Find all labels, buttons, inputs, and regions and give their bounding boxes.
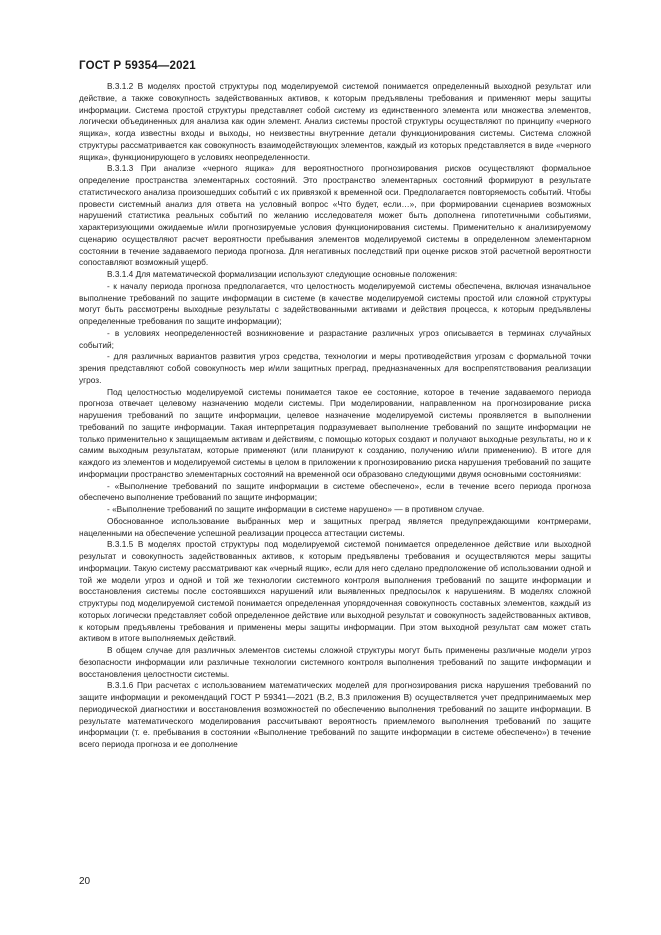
list-item: - «Выполнение требований по защите информации в системе обеспечено», если в течение всего периода прогноза обеспечено выполнение требований по защите информации; xyxy=(79,480,591,503)
paragraph-countermeasures: Обоснованное использование выбранных мер и защитных преград является предупреждающими контрмерами, нацеленными на обеспечение успешной реализации процесса аттестации системы. xyxy=(79,515,591,538)
list-item: - к началу периода прогноза предполагается, что целостность моделируемой системы обеспечена, включая изначальное выполнение требований по защите информации в системе (в качестве моделируемой системы простой или сложной структуры могут быть рассмотрены выходные результаты с задействованными активами и действия процесса, к которым предъявлены определенные требования по защите информации); xyxy=(79,280,591,326)
paragraph-b3-1-4: В.3.1.4 Для математической формализации используют следующие основные положения: xyxy=(107,269,458,279)
paragraph-integrity: Под целостностью моделируемой системы понимается такое ее состояние, которое в течение задаваемого периода прогноза отвечает целевому назначению модели системы. При моделировании, направленном на прогнозирование риска нарушения требований по защите информации, целевое назначение моделируемой системы проявляется в выполнении требований по защите информации. Такая интерпретация подразумевает выполнение требований по защите информации не только применительно к защищаемым активам и действиям, с помощью которых создают и получают выходные результаты, но и к самим выходным результатам, которые применяют (или планируют к созданию, получению и/или применению). В итоге для каждого из элементов и моделируемой системы в целом в приложении к прогнозированию риска нарушения требований по защите информации пространство элементарных состояний на временной оси образовано следующими двумя основными состояниями: xyxy=(79,386,591,479)
paragraph-b3-1-3: В.3.1.3 При анализе «черного ящика» для вероятностного прогнозирования рисков осуществляют формальное определение пространства элементарных состояний. Это пространство элементарных состояний формируют в результате статистического анализа произошедших событий с их привязкой к временной оси. Предполагается повторяемость событий. Чтобы провести системный анализ для ответа на условный вопрос «Что будет, если…», при формировании сценариев возможных нарушений статистика реальных событий по желанию исследователя может быть дополнена гипотетичными событиями, характеризующими ожидаемые и/или прогнозируемые условия функционирования системы. Применительно к анализируемому сценарию осуществляют расчет вероятности пребывания элементов моделируемой системы в определенном элементарном состоянии в течение задаваемого периода прогноза. Для негативных последствий при оценке рисков этой расчетной вероятности сопоставляют возможный ущерб. xyxy=(79,163,591,268)
document-header: ГОСТ Р 59354—2021 xyxy=(79,60,196,72)
paragraph-b3-1-6: В.3.1.6 При расчетах с использованием математических моделей для прогнозирования риска нарушения требований по защите информации и рекомендаций ГОСТ Р 59341—2021 (В.2, В.3 приложения В) осуществляется учет предпринимаемых мер периодической диагностики и восстановления возможностей по обеспечению выполнения требований по защите информации. В результате математического моделирования рассчитывают вероятность приемлемого выполнения требований по защите информации (т. е. пребывания в состоянии «Выполнение требований по защите информации в системе обеспечено») в течение всего периода прогноза и ее дополнение xyxy=(79,680,591,749)
paragraph-b3-1-2: В.3.1.2 В моделях простой структуры под моделируемой системой понимается определенный выходной результат или действие, а также совокупность задействованных активов, к которым предъявлены требования и применяют меры защиты информации. Система простой структуры представляет собой систему из единственного элемента или множества элементов, логически объединенных для анализа как один элемент. Анализ системы простой структуры осуществляют по принципу «черного ящика», когда известны входы и выходы, но неизвестны внутренние детали функционирования системы. Система сложной структуры рассматривается как совокупность взаимодействующих элементов, каждый из которых представляется в виде «черного ящика», функционирующего в условиях неопределенности. xyxy=(79,81,591,162)
page-number: 20 xyxy=(79,876,91,887)
list-item: - для различных вариантов развития угроз средства, технологии и меры противодействия угрозам с формальной точки зрения представляют собой совокупность мер и/или защитных преград, предназначенных для воспрепятствования реализации угроз. xyxy=(79,351,591,385)
document-body xyxy=(79,81,591,751)
list-item: - «Выполнение требований по защите информации в системе нарушено» — в противном случае. xyxy=(107,504,485,514)
list-item: - в условиях неопределенностей возникновение и разрастание различных угроз описывается в терминах случайных событий; xyxy=(79,327,591,350)
paragraph-general-case: В общем случае для различных элементов системы сложной структуры могут быть применены различные модели угроз безопасности информации или различные технологии системного контроля выполнения требований по защите информации и восстановления целостности системы. xyxy=(79,645,591,679)
paragraph-b3-1-5: В.3.1.5 В моделях простой структуры под моделируемой системой понимается определенное действие или выходной результат и совокупность задействованных активов, к которым предъявлены требования и осуществляются меры защиты информации. Такую систему рассматривают как «черный ящик», если для него сделано предположение об использовании одной и той же модели угроз и одной и той же технологии системного контроля выполнения требований по защите информации и восстановления системы после состоявшихся нарушений или выявленных предпосылок к нарушениям. В моделях сложной структуры под моделируемой системой понимается определенная упорядоченная совокупность составных элементов, каждый из которых логически представляет собой определенное действие или выходной результат и совокупность задействованных активов, к которым предъявлены требования и применены меры защиты информации. При этом выходной результат сам может стать активом в итоге выполняемых действий. xyxy=(79,539,591,644)
